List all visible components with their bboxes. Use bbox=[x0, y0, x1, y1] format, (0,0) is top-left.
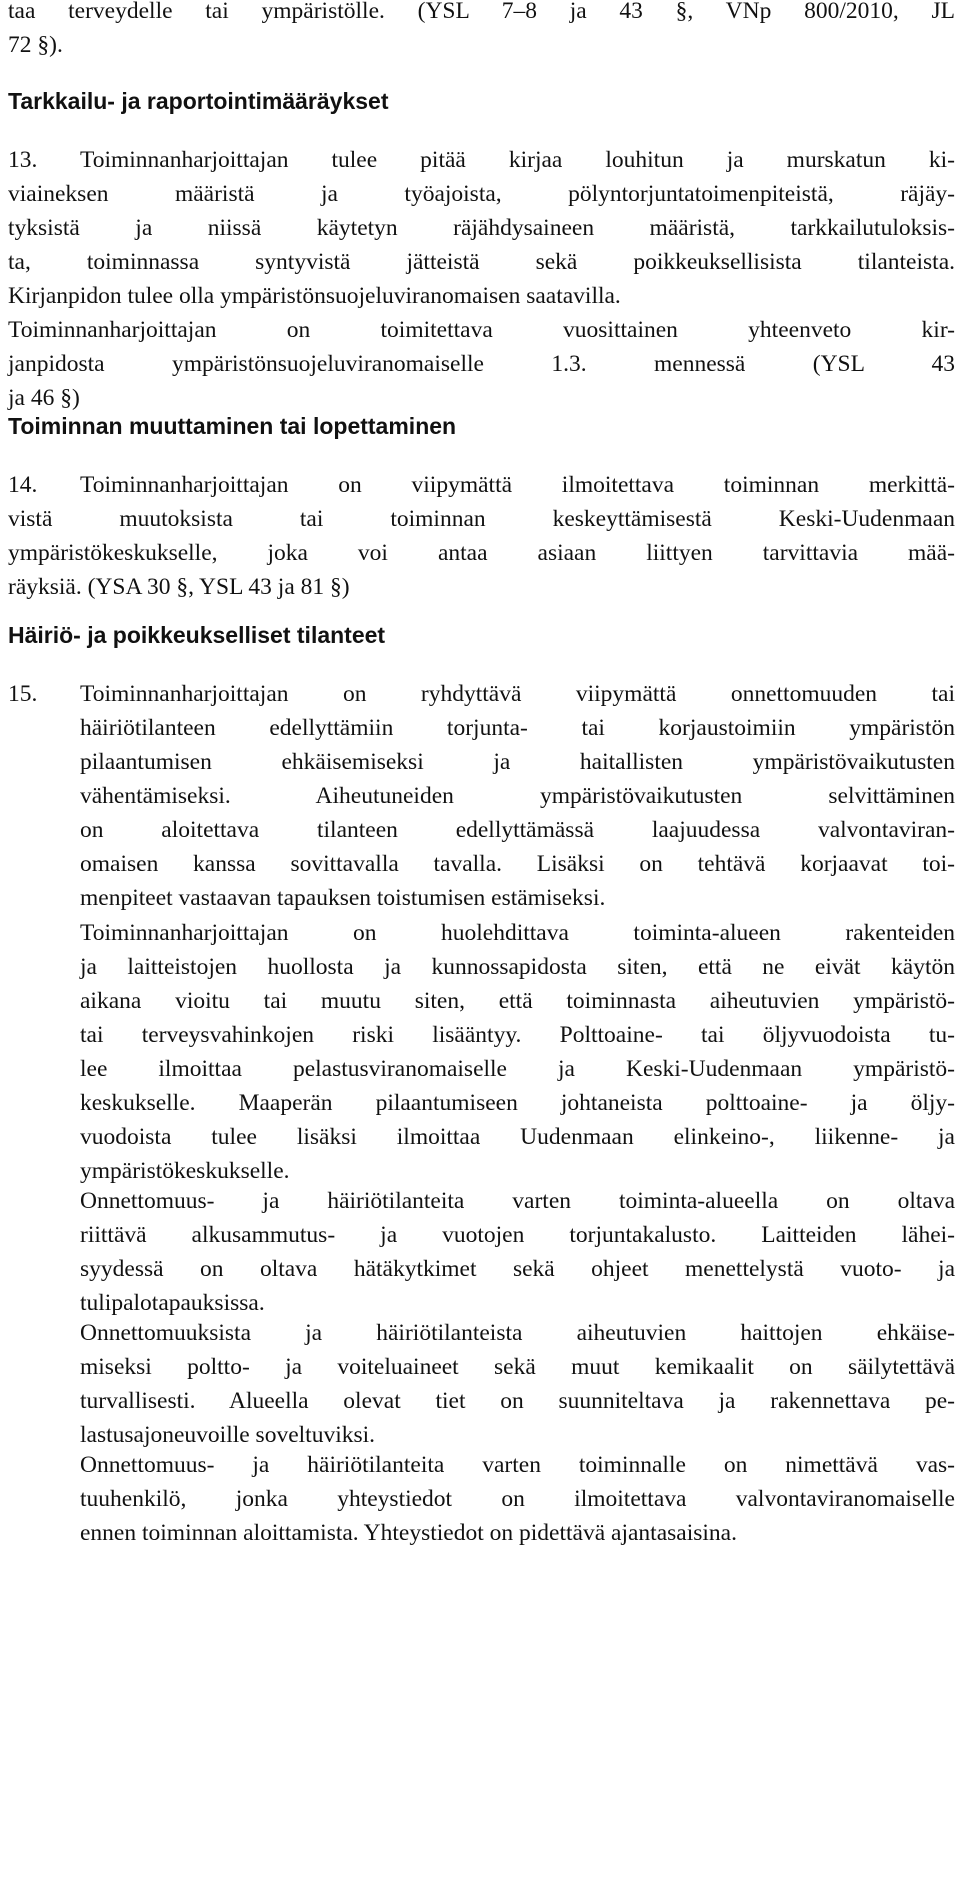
text-line: vistä muutoksista tai toiminnan keskeyttämisestä Keski-Uudenmaan bbox=[8, 506, 955, 532]
text-line: ja laitteistojen huollosta ja kunnossapidosta siten, että ne eivät käytön bbox=[80, 954, 955, 980]
top-paragraph bbox=[8, 0, 955, 62]
text-line: keskukselle. Maaperän pilaantumiseen johtaneista polttoaine- ja öljy- bbox=[80, 1090, 955, 1116]
text-line: ympäristökeskukselle. bbox=[80, 1158, 290, 1184]
text-line: ennen toiminnan aloittamista. Yhteystiedot on pidettävä ajantasaisina. bbox=[80, 1520, 737, 1546]
item-number: 14. bbox=[8, 472, 38, 498]
text-line: Onnettomuus- ja häiriötilanteita varten toiminta-alueella on oltava bbox=[80, 1188, 955, 1214]
text-line: Toiminnanharjoittajan on huolehdittava toiminta-alueen rakenteiden bbox=[80, 920, 955, 946]
text-line: riittävä alkusammutus- ja vuotojen torjuntakalusto. Laitteiden lähei- bbox=[80, 1222, 955, 1248]
section-heading-change: Toiminnan muuttaminen tai lopettaminen bbox=[8, 413, 457, 439]
text-line: Onnettomuuksista ja häiriötilanteista aiheutuvien haittojen ehkäise- bbox=[80, 1320, 955, 1346]
text-line: vuodoista tulee lisäksi ilmoittaa Uudenmaan elinkeino-, liikenne- ja bbox=[80, 1124, 955, 1150]
text-line: tai terveysvahinkojen riski lisääntyy. Polttoaine- tai öljyvuodoista tu- bbox=[80, 1022, 955, 1048]
text-line: aikana vioitu tai muutu siten, että toiminnasta aiheutuvien ympäristö- bbox=[80, 988, 955, 1014]
text-line: Toiminnanharjoittajan on toimitettava vuosittainen yhteenveto kir- bbox=[8, 317, 955, 343]
text-line: ja 46 §) bbox=[8, 385, 80, 411]
text-line: 72 §). bbox=[8, 32, 63, 58]
item-13-paragraph bbox=[80, 143, 955, 177]
text-line: vähentämiseksi. Aiheutuneiden ympäristövaikutusten selvittäminen bbox=[80, 783, 955, 809]
text-line: ympäristökeskukselle, joka voi antaa asiaan liittyen tarvittavia mää- bbox=[8, 540, 955, 566]
text-line: Toiminnanharjoittajan on ryhdyttävä viipymättä onnettomuuden tai bbox=[80, 681, 955, 707]
text-line: Kirjanpidon tulee olla ympäristönsuojeluviranomaisen saatavilla. bbox=[8, 283, 621, 309]
item-number: 13. bbox=[8, 147, 38, 173]
incidents-paragraph-4 bbox=[80, 1316, 955, 1452]
item-number: 15. bbox=[8, 681, 38, 707]
text-line: syydessä on oltava hätäkytkimet sekä ohjeet menettelystä vuoto- ja bbox=[80, 1256, 955, 1282]
text-line: tulipalotapauksissa. bbox=[80, 1290, 265, 1316]
item-14-paragraph bbox=[80, 468, 955, 502]
text-line: janpidosta ympäristönsuojeluviranomaiselle 1.3. mennessä (YSL 43 bbox=[8, 351, 955, 377]
section-heading-incidents: Häiriö- ja poikkeukselliset tilanteet bbox=[8, 622, 386, 648]
text-line: taa terveydelle tai ympäristölle. (YSL 7–8 ja 43 §, VNp 800/2010, JL bbox=[8, 0, 955, 24]
text-line: tuuhenkilö, jonka yhteystiedot on ilmoitettava valvontaviranomaiselle bbox=[80, 1486, 955, 1512]
item-15-paragraph bbox=[80, 677, 955, 915]
text-line: häiriötilanteen edellyttämiin torjunta- tai korjaustoimiin ympäristön bbox=[80, 715, 955, 741]
item-13-continued bbox=[8, 177, 955, 415]
text-line: miseksi poltto- ja voiteluaineet sekä muut kemikaalit on säilytettävä bbox=[80, 1354, 955, 1380]
text-line: Onnettomuus- ja häiriötilanteita varten toiminnalle on nimettävä vas- bbox=[80, 1452, 955, 1478]
text-line: omaisen kanssa sovittavalla tavalla. Lisäksi on tehtävä korjaavat toi- bbox=[80, 851, 955, 877]
text-line: menpiteet vastaavan tapauksen toistumisen estämiseksi. bbox=[80, 885, 606, 911]
section-heading-monitoring: Tarkkailu- ja raportointimääräykset bbox=[8, 88, 389, 114]
text-line: räyksiä. (YSA 30 §, YSL 43 ja 81 §) bbox=[8, 574, 350, 600]
incidents-paragraph-3 bbox=[80, 1184, 955, 1320]
text-line: tyksistä ja niissä käytetyn räjähdysaineen määristä, tarkkailutuloksis- bbox=[8, 215, 955, 241]
incidents-paragraph-2 bbox=[80, 916, 955, 1188]
text-line: Toiminnanharjoittajan tulee pitää kirjaa louhitun ja murskatun ki- bbox=[80, 147, 955, 173]
text-line: pilaantumisen ehkäisemiseksi ja haitallisten ympäristövaikutusten bbox=[80, 749, 955, 775]
text-line: viaineksen määristä ja työajoista, pölyntorjuntatoimenpiteistä, räjäy- bbox=[8, 181, 955, 207]
text-line: lastusajoneuvoille soveltuviksi. bbox=[80, 1422, 376, 1448]
text-line: turvallisesti. Alueella olevat tiet on suunniteltava ja rakennettava pe- bbox=[80, 1388, 955, 1414]
incidents-paragraph-5 bbox=[80, 1448, 955, 1550]
text-line: ta, toiminnassa syntyvistä jätteistä sekä poikkeuksellisista tilanteista. bbox=[8, 249, 955, 275]
text-line: on aloitettava tilanteen edellyttämässä laajuudessa valvontaviran- bbox=[80, 817, 955, 843]
text-line: Toiminnanharjoittajan on viipymättä ilmoitettava toiminnan merkittä- bbox=[80, 472, 955, 498]
item-14-continued bbox=[8, 502, 955, 604]
text-line: lee ilmoittaa pelastusviranomaiselle ja Keski-Uudenmaan ympäristö- bbox=[80, 1056, 955, 1082]
